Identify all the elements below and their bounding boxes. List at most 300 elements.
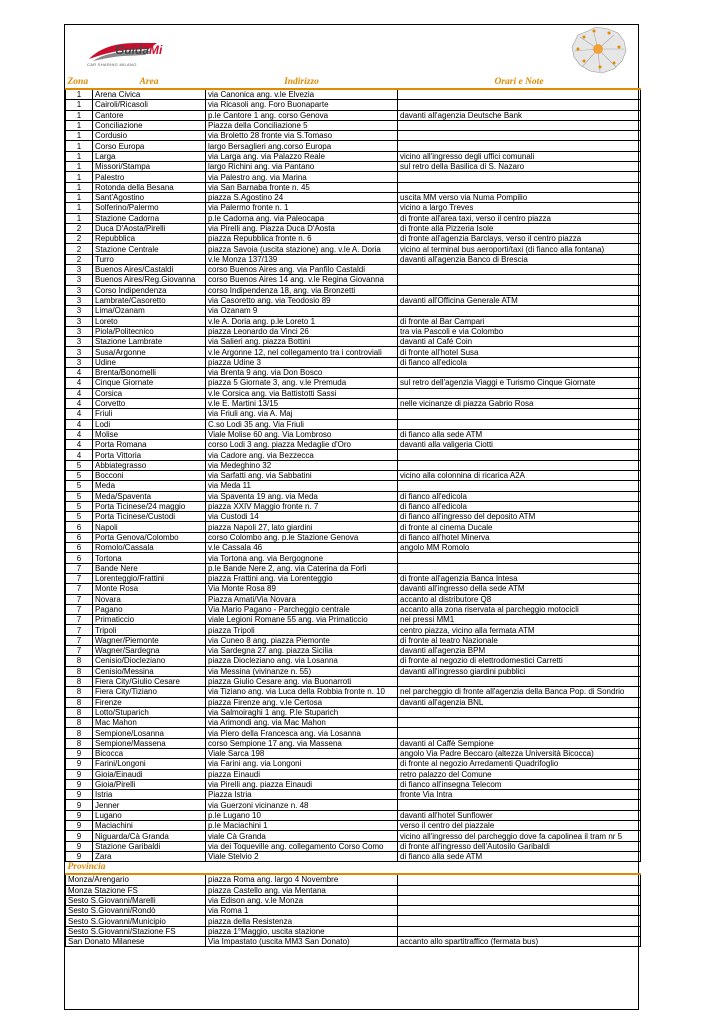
note-cell: verso il centro del piazzale (398, 821, 641, 831)
zona-cell: 9 (66, 800, 93, 810)
zona-cell: 4 (66, 368, 93, 378)
zona-cell: 7 (66, 646, 93, 656)
indirizzo-cell: Viale Stelvio 2 (206, 851, 398, 861)
table-row (66, 697, 641, 707)
indirizzo-cell: via Palestro ang. via Marina (206, 172, 398, 182)
area-cell: Tripoli (93, 625, 206, 635)
table-row (66, 738, 641, 748)
table-row (66, 584, 641, 594)
indirizzo-cell: corso Buenos Aires 14 ang. v.le Regina Giovanna (206, 275, 398, 285)
zona-cell: 5 (66, 491, 93, 501)
table-row (66, 254, 641, 264)
note-cell (398, 275, 641, 285)
zona-cell: 4 (66, 378, 93, 388)
table-row (66, 851, 641, 861)
area-cell: Romolo/Cassala (93, 543, 206, 553)
area-cell: Sesto S.Giovanni/Municipio (66, 916, 206, 926)
area-cell: Cinque Giornate (93, 378, 206, 388)
area-cell: Meda (93, 481, 206, 491)
zona-cell: 3 (66, 265, 93, 275)
area-cell: Porta Romana (93, 440, 206, 450)
table-row (66, 357, 641, 367)
note-cell (398, 460, 641, 470)
zona-cell: 7 (66, 573, 93, 583)
table-row (66, 573, 641, 583)
indirizzo-cell: piazza Savoia (uscita stazione) ang. v.le A. Doria (206, 244, 398, 254)
area-cell: Niguarda/Cà Granda (93, 831, 206, 841)
area-cell: Bande Nere (93, 563, 206, 573)
indirizzo-cell: via Ricasoli ang. Foro Buonaparte (206, 100, 398, 110)
area-cell: Buenos Aires/Reg.Giovanna (93, 275, 206, 285)
indirizzo-cell: piazza 5 Giornate 3, ang. v.le Premuda (206, 378, 398, 388)
indirizzo-cell: via Farini ang. via Longoni (206, 759, 398, 769)
indirizzo-cell: p.le Cadorna ang. via Paleocapa (206, 213, 398, 223)
indirizzo-cell: via Salieri ang. piazza Bottini (206, 337, 398, 347)
table-row (66, 182, 641, 192)
brand-name: GuidaMi (115, 43, 163, 57)
note-cell: davanti all'agenzia Deutsche Bank (398, 110, 641, 120)
zona-cell: 4 (66, 398, 93, 408)
note-cell (398, 120, 641, 130)
area-cell: Sesto S.Giovanni/Marelli (66, 895, 206, 905)
zona-cell: 3 (66, 316, 93, 326)
table-row (66, 841, 641, 851)
area-cell: Cenisio/Messina (93, 666, 206, 676)
note-cell: davanti al Café Coin (398, 337, 641, 347)
note-cell (398, 131, 641, 141)
zona-cell: 4 (66, 450, 93, 460)
area-cell: Susa/Argonne (93, 347, 206, 357)
zona-cell: 2 (66, 254, 93, 264)
table-row (66, 131, 641, 141)
area-cell: Conciliazione (93, 120, 206, 130)
table-row (66, 926, 641, 936)
zona-cell: 3 (66, 275, 93, 285)
area-cell: Sesto S.Giovanni/Rondò (66, 906, 206, 916)
zona-cell: 9 (66, 841, 93, 851)
note-cell (398, 368, 641, 378)
note-cell: angolo MM Romolo (398, 543, 641, 553)
area-cell: Corso Indipendenza (93, 285, 206, 295)
zona-cell: 8 (66, 656, 93, 666)
table-row (66, 120, 641, 130)
area-cell: Monza/Arengario (66, 874, 206, 885)
zona-cell: 1 (66, 172, 93, 182)
area-cell: Corso Europa (93, 141, 206, 151)
table-row (66, 635, 641, 645)
indirizzo-cell: viale Cà Granda (206, 831, 398, 841)
column-header-orari: Orari e Note (398, 76, 641, 89)
note-cell: di fianco all'hotel Minerva (398, 532, 641, 542)
area-cell: Missori/Stampa (93, 162, 206, 172)
indirizzo-cell: piazza Tripoli (206, 625, 398, 635)
note-cell: di fronte al teatro Nazionale (398, 635, 641, 645)
zona-cell: 4 (66, 419, 93, 429)
table-row (66, 409, 641, 419)
note-cell: di fianco alla sede ATM (398, 429, 641, 439)
area-cell: Gioia/Einaudi (93, 769, 206, 779)
table-row (66, 141, 641, 151)
indirizzo-cell: v.le E. Martini 13/15 (206, 398, 398, 408)
indirizzo-cell: via Sarfatti ang. via Sabbatini (206, 470, 398, 480)
note-cell: accanto allo spartitraffico (fermata bus) (398, 937, 641, 947)
note-cell: davanti all'agenzia Banco di Brescia (398, 254, 641, 264)
zona-cell: 1 (66, 192, 93, 202)
zona-cell: 6 (66, 522, 93, 532)
table-row (66, 790, 641, 800)
zona-cell: 6 (66, 553, 93, 563)
table-row (66, 162, 641, 172)
note-cell (398, 100, 641, 110)
table-row (66, 821, 641, 831)
note-cell (398, 676, 641, 686)
note-cell: nel parcheggio di fronte all'agenzia della Banca Pop. di Sondrio (398, 687, 641, 697)
zona-cell: 9 (66, 749, 93, 759)
area-cell: Porta Genova/Colombo (93, 532, 206, 542)
note-cell: centro piazza, vicino alla fermata ATM (398, 625, 641, 635)
area-cell: Wagner/Sardegna (93, 646, 206, 656)
indirizzo-cell: piazza Frattini ang. via Lorenteggio (206, 573, 398, 583)
indirizzo-cell: v.le Corsica ang. via Battistotti Sassi (206, 388, 398, 398)
table-row (66, 563, 641, 573)
area-cell: Maciachini (93, 821, 206, 831)
note-cell: davanti al Caffè Sempione (398, 738, 641, 748)
table-row (66, 759, 641, 769)
table-row (66, 666, 641, 676)
area-cell: Pagano (93, 604, 206, 614)
indirizzo-cell: corso Indipendenza 18, ang. via Bronzetti (206, 285, 398, 295)
indirizzo-cell: via Custodi 14 (206, 512, 398, 522)
indirizzo-cell: viale Legioni Romane 55 ang. via Primaticcio (206, 615, 398, 625)
note-cell: nei pressi MM1 (398, 615, 641, 625)
table-row (66, 234, 641, 244)
area-cell: Stazione Garibaldi (93, 841, 206, 851)
note-cell (398, 906, 641, 916)
note-cell (398, 800, 641, 810)
area-cell: Lodi (93, 419, 206, 429)
area-cell: Lima/Ozanam (93, 306, 206, 316)
area-cell: Lotto/Stuparich (93, 707, 206, 717)
note-cell: di fianco all'insegna Telecom (398, 779, 641, 789)
zona-cell: 9 (66, 821, 93, 831)
area-cell: Repubblica (93, 234, 206, 244)
zona-cell: 9 (66, 769, 93, 779)
note-cell: davanti all'Officina Generale ATM (398, 295, 641, 305)
note-cell (398, 874, 641, 885)
table-row (66, 800, 641, 810)
indirizzo-cell: p.le Lugano 10 (206, 810, 398, 820)
area-cell: Gioia/Pirelli (93, 779, 206, 789)
zona-cell: 1 (66, 203, 93, 213)
area-cell: San Donato Milanese (66, 937, 206, 947)
zona-cell: 7 (66, 615, 93, 625)
zona-cell: 4 (66, 440, 93, 450)
indirizzo-cell: Viale Molise 60 ang. Via Lombroso (206, 429, 398, 439)
note-cell (398, 172, 641, 182)
brand-tagline: CAR SHARING MILANO (87, 62, 137, 67)
area-cell: Piola/Politecnico (93, 326, 206, 336)
table-row (66, 223, 641, 233)
zona-cell: 1 (66, 89, 93, 100)
indirizzo-cell: piazza Diocleziano ang. via Losanna (206, 656, 398, 666)
zona-cell: 6 (66, 532, 93, 542)
indirizzo-cell: via Salmoiraghi 1 ang. P.le Stuparich (206, 707, 398, 717)
table-row (66, 450, 641, 460)
area-cell: Udine (93, 357, 206, 367)
area-cell: Porta Ticinese/24 maggio (93, 501, 206, 511)
zona-cell: 7 (66, 563, 93, 573)
note-cell (398, 450, 641, 460)
area-cell: Sant'Agostino (93, 192, 206, 202)
area-cell: Stazione Lambrate (93, 337, 206, 347)
indirizzo-cell: via Meda 11 (206, 481, 398, 491)
indirizzo-cell: piazza della Resistenza (206, 916, 398, 926)
zona-cell: 7 (66, 635, 93, 645)
area-cell: Molise (93, 429, 206, 439)
note-cell (398, 707, 641, 717)
note-cell (398, 285, 641, 295)
table-row (66, 687, 641, 697)
column-header-indirizzo: Indirizzo (206, 76, 398, 89)
indirizzo-cell: piazza Repubblica fronte n. 6 (206, 234, 398, 244)
note-cell: vicino all'ingresso del parcheggio dove fa capolinea il tram nr 5 (398, 831, 641, 841)
note-cell: davanti alla valigeria Ciotti (398, 440, 641, 450)
zona-cell: 7 (66, 625, 93, 635)
area-cell: Farini/Longoni (93, 759, 206, 769)
area-cell: Meda/Spaventa (93, 491, 206, 501)
indirizzo-cell: via Cadore ang. via Bezzecca (206, 450, 398, 460)
area-cell: Cairoli/Ricasoli (93, 100, 206, 110)
area-cell: Fiera City/Tiziano (93, 687, 206, 697)
area-cell: Stazione Centrale (93, 244, 206, 254)
zona-cell: 1 (66, 110, 93, 120)
zona-cell: 8 (66, 728, 93, 738)
table-row (66, 728, 641, 738)
indirizzo-cell: piazza Napoli 27, lato giardini (206, 522, 398, 532)
indirizzo-cell: corso Buenos Aires ang. via Panfilo Castaldi (206, 265, 398, 275)
indirizzo-cell: corso Lodi 3 ang. piazza Medaglie d'Oro (206, 440, 398, 450)
indirizzo-cell: piazza Firenze ang. v.le Certosa (206, 697, 398, 707)
indirizzo-cell: v.le Argonne 12, nel collegamento tra i controviali (206, 347, 398, 357)
area-cell: Lugano (93, 810, 206, 820)
zona-cell: 2 (66, 234, 93, 244)
indirizzo-cell: piazza S.Agostino 24 (206, 192, 398, 202)
table-header-row (66, 76, 641, 89)
area-cell: Stazione Cadorna (93, 213, 206, 223)
indirizzo-cell: via San Barnaba fronte n. 45 (206, 182, 398, 192)
zona-cell: 9 (66, 759, 93, 769)
area-cell: Zara (93, 851, 206, 861)
document-sheet (64, 24, 639, 1010)
zona-cell: 8 (66, 707, 93, 717)
zona-cell: 1 (66, 100, 93, 110)
table-row (66, 337, 641, 347)
table-row (66, 676, 641, 686)
area-cell: Sempione/Massena (93, 738, 206, 748)
area-cell: Duca D'Aosta/Pirelli (93, 223, 206, 233)
area-cell: Sesto S.Giovanni/Stazione FS (66, 926, 206, 936)
indirizzo-cell: corso Sempione 17 ang. via Massena (206, 738, 398, 748)
area-cell: Cenisio/Diocleziano (93, 656, 206, 666)
indirizzo-cell: corso Colombo ang. p.le Stazione Genova (206, 532, 398, 542)
table-row (66, 481, 641, 491)
indirizzo-cell: Via Monte Rosa 89 (206, 584, 398, 594)
area-cell: Loreto (93, 316, 206, 326)
indirizzo-cell: via Cuneo 8 ang. piazza Piemonte (206, 635, 398, 645)
table-row (66, 522, 641, 532)
table-row (66, 553, 641, 563)
table-row (66, 937, 641, 947)
zona-cell: 3 (66, 357, 93, 367)
note-cell: di fianco all'ingresso del deposito ATM (398, 512, 641, 522)
table-row (66, 646, 641, 656)
zona-cell: 7 (66, 584, 93, 594)
table-row (66, 151, 641, 161)
zona-cell: 7 (66, 604, 93, 614)
table-row (66, 707, 641, 717)
zona-cell: 8 (66, 676, 93, 686)
indirizzo-cell: largo Bersaglieri ang.corso Europa (206, 141, 398, 151)
note-cell (398, 481, 641, 491)
area-cell: Wagner/Piemonte (93, 635, 206, 645)
indirizzo-cell: via Edison ang. v.le Monza (206, 895, 398, 905)
table-row (66, 368, 641, 378)
note-cell: di fianco all'edicola (398, 491, 641, 501)
note-cell: nelle vicinanze di piazza Gabrio Rosa (398, 398, 641, 408)
table-row (66, 275, 641, 285)
table-row (66, 244, 641, 254)
area-cell: Cordusio (93, 131, 206, 141)
note-cell: fronte Via Intra (398, 790, 641, 800)
note-cell: di fronte all'hotel Susa (398, 347, 641, 357)
table-row (66, 110, 641, 120)
table-row (66, 594, 641, 604)
area-cell: Mac Mahon (93, 718, 206, 728)
note-cell (398, 885, 641, 895)
table-row (66, 718, 641, 728)
indirizzo-cell: p.le Bande Nere 2, ang. via Caterina da Forlì (206, 563, 398, 573)
area-cell: Monza Stazione FS (66, 885, 206, 895)
area-cell: Palestro (93, 172, 206, 182)
indirizzo-cell: piazza Roma ang. largo 4 Novembre (206, 874, 398, 885)
table-row (66, 779, 641, 789)
note-cell: davanti all'agenzia BNL (398, 697, 641, 707)
note-cell: di fronte al cinema Ducale (398, 522, 641, 532)
table-row (66, 615, 641, 625)
zona-cell: 9 (66, 831, 93, 841)
table-row (66, 398, 641, 408)
column-header-zona: Zona (66, 76, 93, 89)
table-row (66, 306, 641, 316)
note-cell: accanto al distributore Q8 (398, 594, 641, 604)
note-cell (398, 926, 641, 936)
table-row (66, 89, 641, 100)
table-row (66, 543, 641, 553)
indirizzo-cell: via Messina (vivinanze n. 55) (206, 666, 398, 676)
note-cell: di fianco all'edicola (398, 357, 641, 367)
area-cell: Solferino/Palermo (93, 203, 206, 213)
table-row (66, 388, 641, 398)
indirizzo-cell: piazza Einaudi (206, 769, 398, 779)
zona-cell: 8 (66, 666, 93, 676)
zona-cell: 3 (66, 326, 93, 336)
indirizzo-cell: C.so Lodi 35 ang. Via Friuli (206, 419, 398, 429)
note-cell: di fronte all'agenzia Banca Intesa (398, 573, 641, 583)
area-cell: Larga (93, 151, 206, 161)
note-cell (398, 728, 641, 738)
table-row (66, 532, 641, 542)
indirizzo-cell: via Broletto 28 fronte via S.Tomaso (206, 131, 398, 141)
zona-cell: 2 (66, 223, 93, 233)
zona-cell: 9 (66, 851, 93, 861)
table-row (66, 326, 641, 336)
note-cell: tra via Pascoli e via Colombo (398, 326, 641, 336)
area-cell: Jenner (93, 800, 206, 810)
indirizzo-cell: via Arimondi ang. via Mac Mahon (206, 718, 398, 728)
indirizzo-cell: Piazza Istria (206, 790, 398, 800)
indirizzo-cell: piazza Castello ang. via Mentana (206, 885, 398, 895)
indirizzo-cell: via Tiziano ang. via Luca della Robbia fronte n. 10 (206, 687, 398, 697)
table-row (66, 285, 641, 295)
zona-cell: 6 (66, 543, 93, 553)
table-row (66, 295, 641, 305)
note-cell: di fronte alla Pizzeria Isole (398, 223, 641, 233)
area-cell: Lorenteggio/Frattini (93, 573, 206, 583)
table-row (66, 213, 641, 223)
table-row (66, 895, 641, 905)
indirizzo-cell: piazza Leonardo da Vinci 26 (206, 326, 398, 336)
zona-cell: 3 (66, 306, 93, 316)
indirizzo-cell: p.le Maciachini 1 (206, 821, 398, 831)
indirizzo-cell: piazza 1°Maggio, uscita stazione (206, 926, 398, 936)
note-cell: davanti all'ingresso giardini pubblici (398, 666, 641, 676)
zona-cell: 5 (66, 470, 93, 480)
table-row (66, 749, 641, 759)
note-cell (398, 895, 641, 905)
area-cell: Bocconi (93, 470, 206, 480)
zona-cell: 3 (66, 285, 93, 295)
indirizzo-cell: Via Impastato (uscita MM3 San Donato) (206, 937, 398, 947)
column-header-area: Area (93, 76, 206, 89)
note-cell: accanto alla zona riservata al parcheggio motocicli (398, 604, 641, 614)
zona-cell: 9 (66, 790, 93, 800)
indirizzo-cell: via Brenta 9 ang. via Don Bosco (206, 368, 398, 378)
table-row (66, 378, 641, 388)
zona-cell: 1 (66, 151, 93, 161)
indirizzo-cell: via Roma 1 (206, 906, 398, 916)
note-cell: vicino alla colonnina di ricarica A2A (398, 470, 641, 480)
table-row (66, 192, 641, 202)
indirizzo-cell: via Pirelli ang. Piazza Duca D'Aosta (206, 223, 398, 233)
zona-cell: 1 (66, 141, 93, 151)
indirizzo-cell: via dei Toqueville ang. collegamento Corso Como (206, 841, 398, 851)
indirizzo-cell: via Canonica ang. v.le Elvezia (206, 89, 398, 100)
area-cell: Napoli (93, 522, 206, 532)
area-cell: Friuli (93, 409, 206, 419)
note-cell: uscita MM verso via Numa Pompilio (398, 192, 641, 202)
indirizzo-cell: largo Richini ang. via Pantano (206, 162, 398, 172)
indirizzo-cell: piazza XXIV Maggio fronte n. 7 (206, 501, 398, 511)
zona-cell: 4 (66, 388, 93, 398)
table-row (66, 100, 641, 110)
note-cell: retro palazzo del Comune (398, 769, 641, 779)
table-row (66, 172, 641, 182)
table-row (66, 916, 641, 926)
zona-cell: 3 (66, 337, 93, 347)
indirizzo-cell: piazza Udine 3 (206, 357, 398, 367)
indirizzo-cell: piazza Giulio Cesare ang. via Buonarroti (206, 676, 398, 686)
area-cell: Turro (93, 254, 206, 264)
